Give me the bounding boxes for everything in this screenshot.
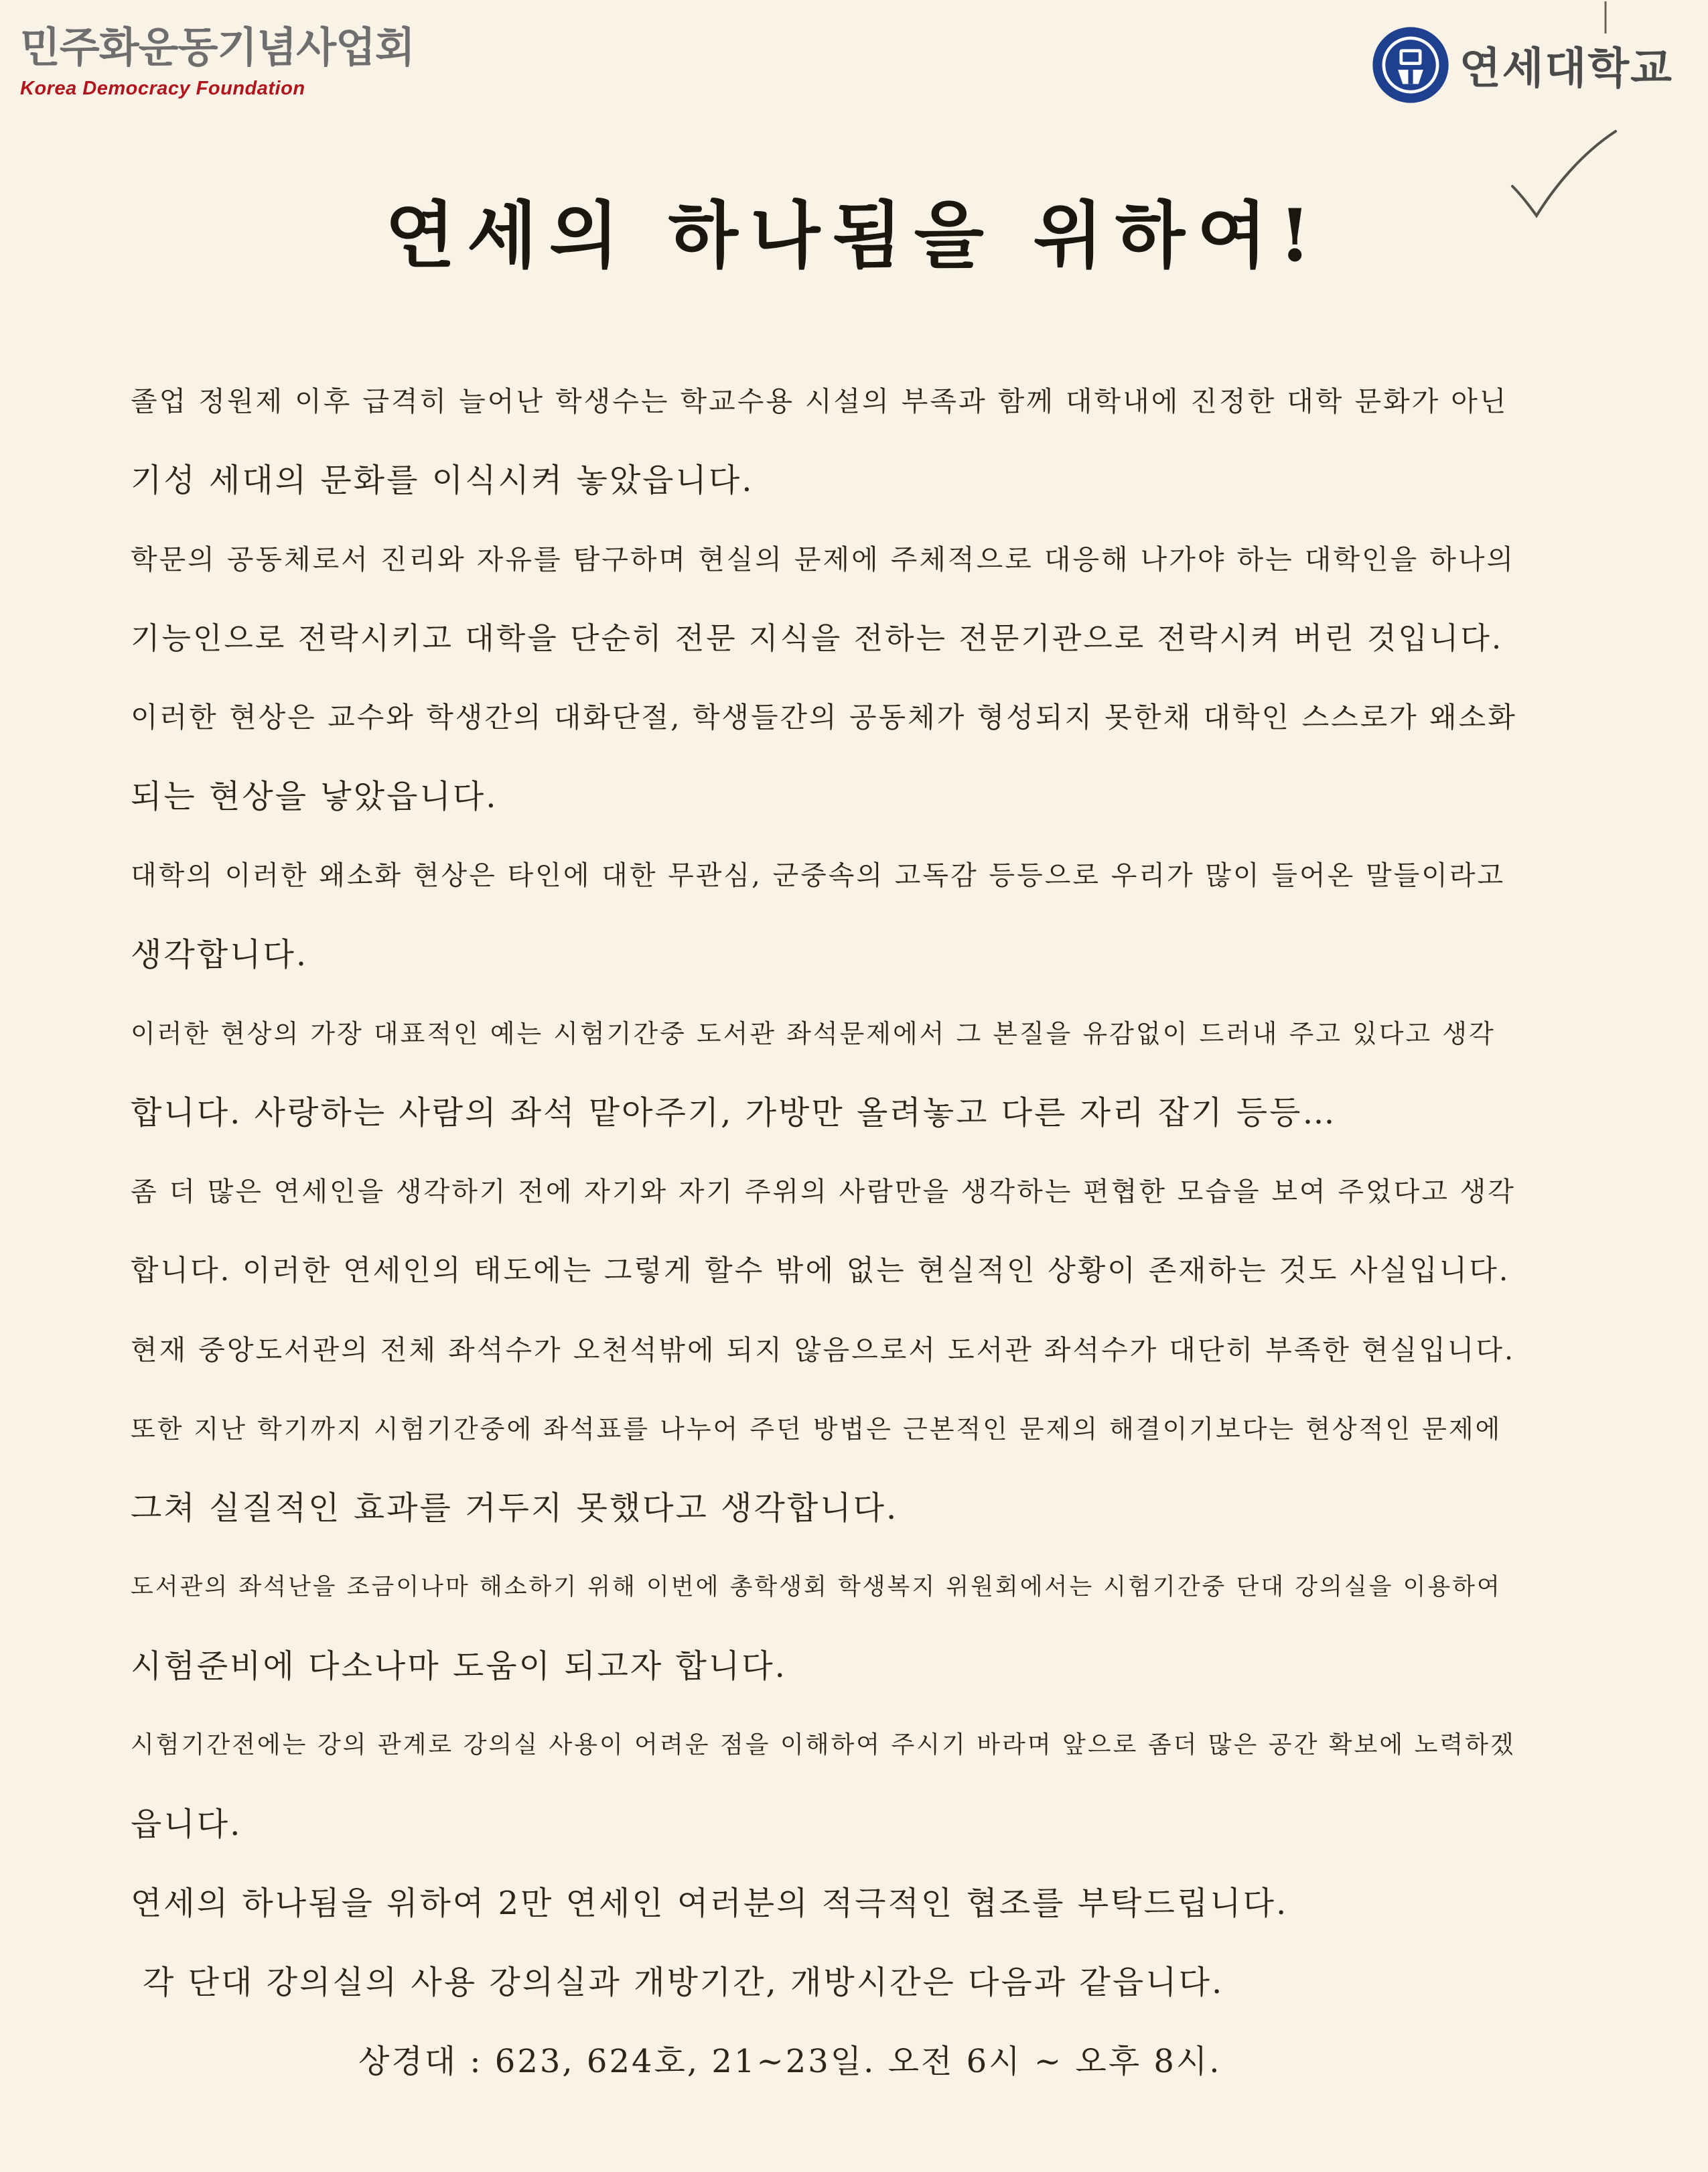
university-logo [1371,25,1673,105]
body-line: 좀 더 많은 연세인을 생각하기 전에 자기와 자기 주위의 사람만을 생각하는 편협한 모습을 보여 주었다고 생각 [131,1176,1516,1207]
document-title: 연세의 하나됨을 위하여! [385,194,1323,278]
foundation-logo [20,23,415,100]
foundation-name-korean: 민주화운동기념사업회 [20,23,415,72]
body-line: 되는 현상을 낳았읍니다. [131,778,498,815]
body-line: 생각합니다. [131,936,309,973]
body-line: 현재 중앙도서관의 전체 좌석수가 오천석밖에 되지 않음으로서 도서관 좌석수가 대단히 부족한 현실입니다. [131,1334,1516,1366]
body-line: 합니다. 사랑하는 사람의 좌석 맡아주기, 가방만 올려놓고 다른 자리 잡기 등등… [131,1094,1337,1132]
body-line: 학문의 공동체로서 진리와 자유를 탐구하며 현실의 문제에 주체적으로 대응해 나가야 하는 대학인을 하나의 [131,543,1516,575]
body-line: 합니다. 이러한 연세인의 태도에는 그렇게 할수 밖에 없는 현실적인 상황이 존재하는 것도 사실입니다. [131,1254,1510,1288]
body-line: 기능인으로 전락시키고 대학을 단순히 전문 지식을 전하는 전문기관으로 전락시켜 버린 것입니다. [131,620,1504,656]
body-line: 그쳐 실질적인 효과를 거두지 못했다고 생각합니다. [131,1489,899,1527]
document-body [131,362,1524,2101]
body-line: 시험기간전에는 강의 관계로 강의실 사용이 어려운 점을 이해하여 주시기 바라며 앞으로 좀더 많은 공간 확보에 노력하겠 [131,1731,1516,1759]
foundation-name-english: Korea Democracy Foundation [20,78,305,99]
body-line: 읍니다. [131,1806,242,1843]
body-line: 시험준비에 다소나마 도움이 되고자 합니다. [131,1647,787,1685]
university-seal-icon [1371,25,1450,105]
body-line: 대학의 이러한 왜소화 현상은 타인에 대한 무관심, 군중속의 고독감 등등으로 우리가 많이 들어온 말들이라고 [131,860,1506,891]
university-name: 연세대학교 [1459,44,1673,94]
body-line: 졸업 정원제 이후 급격히 늘어난 학생수는 학교수용 시설의 부족과 함께 대학내에 진정한 대학 문화가 아닌 [131,385,1508,417]
body-line: 이러한 현상은 교수와 학생간의 대화단절, 학생들간의 공동체가 형성되지 못한채 대학인 스스로가 왜소화 [131,701,1517,734]
body-line: 연세의 하나됨을 위하여 2만 연세인 여러분의 적극적인 협조를 부탁드립니다. [131,1885,1289,1922]
pen-mark [1602,0,1609,40]
body-line: 각 단대 강의실의 사용 강의실과 개방기간, 개방시간은 다음과 같읍니다. [143,1964,1224,2001]
schedule-line: 상경대 : 623, 624호, 21~23일. 오전 6시 ~ 오후 8시. [358,2043,1222,2080]
body-line: 기성 세대의 문화를 이식시켜 놓았읍니다. [131,462,754,499]
body-line: 도서관의 좌석난을 조금이나마 해소하기 위해 이번에 총학생회 학생복지 위원회에서는 시험기간중 단대 강의실을 이용하여 [131,1574,1502,1601]
body-line: 또한 지난 학기까지 시험기간중에 좌석표를 나누어 주던 방법은 근본적인 문제의 해결이기보다는 현상적인 문제에 [131,1414,1502,1444]
body-line: 이러한 현상의 가장 대표적인 예는 시험기간중 도서관 좌석문제에서 그 본질을 유감없이 드러내 주고 있다고 생각 [131,1019,1496,1048]
